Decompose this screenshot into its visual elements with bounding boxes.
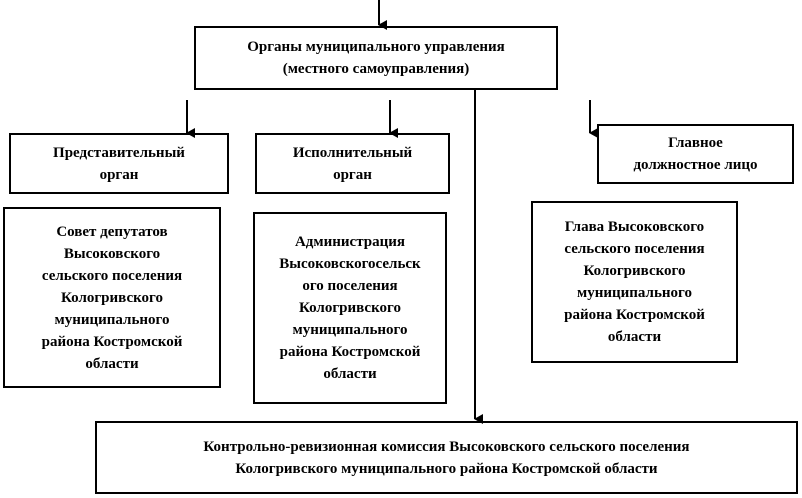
executive-body-label: Исполнительный орган: [292, 144, 413, 183]
top-municipal-bodies-box: [194, 26, 558, 90]
administration-box: [253, 212, 447, 404]
audit-commission-label: Контрольно-ревизионная комиссия Высоковского сельского поселения Кологривского муниципального района Костромской области: [203, 438, 690, 477]
representative-body-box: [9, 133, 229, 194]
audit-commission-box: [95, 421, 798, 494]
head-official-box: [597, 124, 794, 184]
council-of-deputies-box: [3, 207, 221, 388]
council-of-deputies-label: Совет депутатов Высоковского сельского поселения Кологривского муниципального района Костромской области: [41, 223, 183, 372]
head-of-settlement-label: Глава Высоковского сельского поселения Кологривского муниципального района Костромской области: [564, 219, 705, 345]
representative-body-label: Представительный орган: [53, 144, 185, 183]
head-official-label: Главное должностное лицо: [633, 135, 758, 173]
executive-body-box: [255, 133, 450, 194]
top-box-title: Органы муниципального управления (местного самоуправления): [247, 39, 505, 77]
head-of-settlement-box: [531, 201, 738, 363]
administration-label: Администрация Высоковскогосельск ого поселения Кологривского муниципального района Костромской области: [279, 234, 421, 382]
